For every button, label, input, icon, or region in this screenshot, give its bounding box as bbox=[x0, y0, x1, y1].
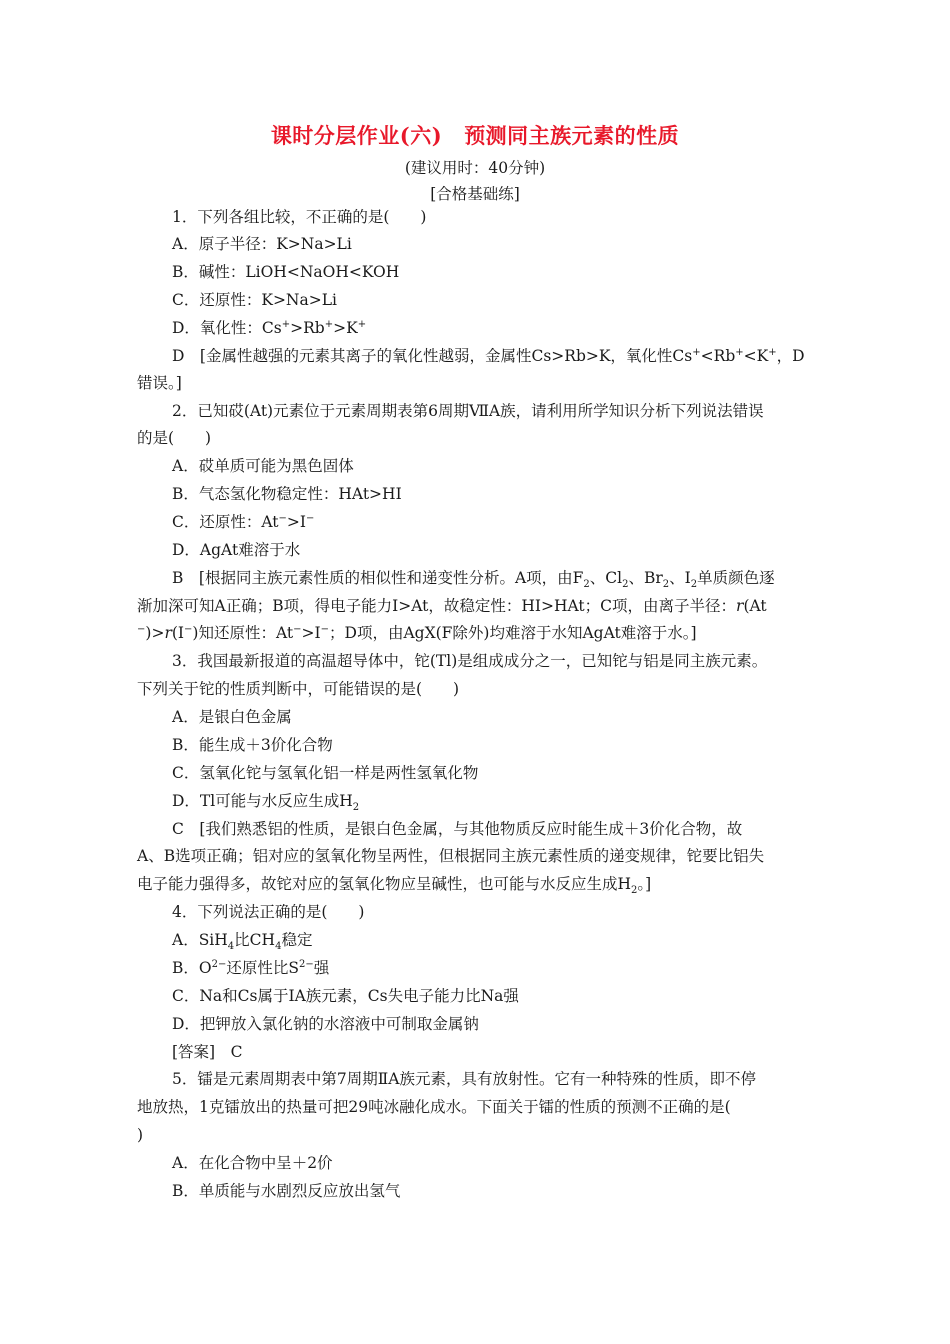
q2-option-b: B．气态氢化物稳定性：HAt>HI bbox=[172, 485, 402, 503]
q3-option-d: D．Tl可能与水反应生成$H_2$ bbox=[172, 792, 360, 814]
time-hint: (建议用时：40分钟) bbox=[404, 159, 546, 177]
q2-stem-line2: 的是( ) bbox=[137, 429, 212, 447]
q4-option-c: C．Na和Cs属于ⅠA族元素，Cs失电子能力比Na强 bbox=[172, 987, 519, 1005]
q1-option-b: B．碱性：LiOH<NaOH<KOH bbox=[172, 263, 400, 281]
q5-option-b: B．单质能与水剧烈反应放出氢气 bbox=[172, 1182, 401, 1200]
q3-answer-line1: C [我们熟悉铝的性质，是银白色金属，与其他物质反应时能生成＋3价化合物，故 bbox=[172, 820, 743, 838]
q4-option-b: B．$O^{2-}$还原性比$S^{2-}$强 bbox=[172, 958, 330, 977]
q2-answer-line3: −)>r(I−)知还原性：At−>I−；D项，由AgX(F除外)均难溶于水知AgAt难溶于水。] bbox=[137, 623, 697, 642]
q4-option-d: D．把钾放入氯化钠的水溶液中可制取金属钠 bbox=[172, 1015, 479, 1033]
q5-stem-line1: 5．镭是元素周期表中第7周期ⅡA族元素，具有放射性。它有一种特殊的性质，即不停 bbox=[172, 1070, 756, 1088]
q3-option-a: A．是银白色金属 bbox=[172, 708, 292, 726]
q3-answer-line3: 电子能力强得多，故铊对应的氢氧化物应呈碱性，也可能与水反应生成$H_2$。] bbox=[137, 875, 652, 897]
q4-option-a: A．SiH$_4$比$CH_4$稳定 bbox=[172, 931, 313, 953]
q1-answer-line2: 错误。] bbox=[137, 374, 182, 392]
q3-answer-line2: A、B选项正确；铝对应的氢氧化物呈两性，但根据同主族元素性质的递变规律，铊要比铝失 bbox=[137, 847, 765, 865]
q5-stem-line3: ) bbox=[137, 1126, 144, 1144]
q2-stem-line1: 2．已知砹(At)元素位于元素周期表第6周期ⅦA族，请利用所学知识分析下列说法错误 bbox=[172, 402, 764, 420]
q1-answer-line1: D [金属性越强的元素其离子的氧化性越弱，金属性Cs>Rb>K，氧化性Cs+<Rb+<K+，D bbox=[172, 346, 805, 365]
q1-stem: 1．下列各组比较，不正确的是( ) bbox=[172, 208, 427, 226]
q3-stem-line2: 下列关于铊的性质判断中，可能错误的是( ) bbox=[137, 680, 460, 698]
q2-answer-line2: 渐加深可知A正确；B项，得电子能力I>At，故稳定性：HI>HAt；C项，由离子半径：r(At bbox=[137, 597, 767, 615]
q3-option-b: B．能生成＋3价化合物 bbox=[172, 736, 333, 754]
q2-option-c: C．还原性：At−>I− bbox=[172, 512, 315, 531]
q2-option-d: D．AgAt难溶于水 bbox=[172, 541, 301, 559]
title-part-b: 预测同主族元素的性质 bbox=[464, 123, 680, 148]
section-label: [合格基础练] bbox=[430, 185, 520, 203]
q2-answer-line1: B [根据同主族元素性质的相似性和递变性分析。A项，由$F_2$、$Cl_2$、$Br_2$、$I_2$单质颜色逐 bbox=[172, 569, 775, 591]
q5-option-a: A．在化合物中呈＋2价 bbox=[172, 1154, 333, 1172]
q4-answer: [答案] C bbox=[172, 1043, 243, 1061]
q3-stem-line1: 3．我国最新报道的高温超导体中，铊(Tl)是组成成分之一，已知铊与铝是同主族元素。 bbox=[172, 652, 768, 670]
q5-stem-line2: 地放热，1克镭放出的热量可把29吨冰融化成水。下面关于镭的性质的预测不正确的是( bbox=[137, 1098, 731, 1116]
q4-stem: 4．下列说法正确的是( ) bbox=[172, 903, 365, 921]
page-title bbox=[0, 120, 950, 150]
q1-option-d: D．氧化性：Cs+>Rb+>K+ bbox=[172, 318, 367, 337]
q1-option-a: A．原子半径：K>Na>Li bbox=[172, 235, 352, 253]
q3-option-c: C．氢氧化铊与氢氧化铝一样是两性氢氧化物 bbox=[172, 764, 479, 782]
q2-option-a: A．砹单质可能为黑色固体 bbox=[172, 457, 354, 475]
q1-option-c: C．还原性：K>Na>Li bbox=[172, 291, 337, 309]
title-part-a: 课时分层作业(六) bbox=[270, 123, 443, 148]
